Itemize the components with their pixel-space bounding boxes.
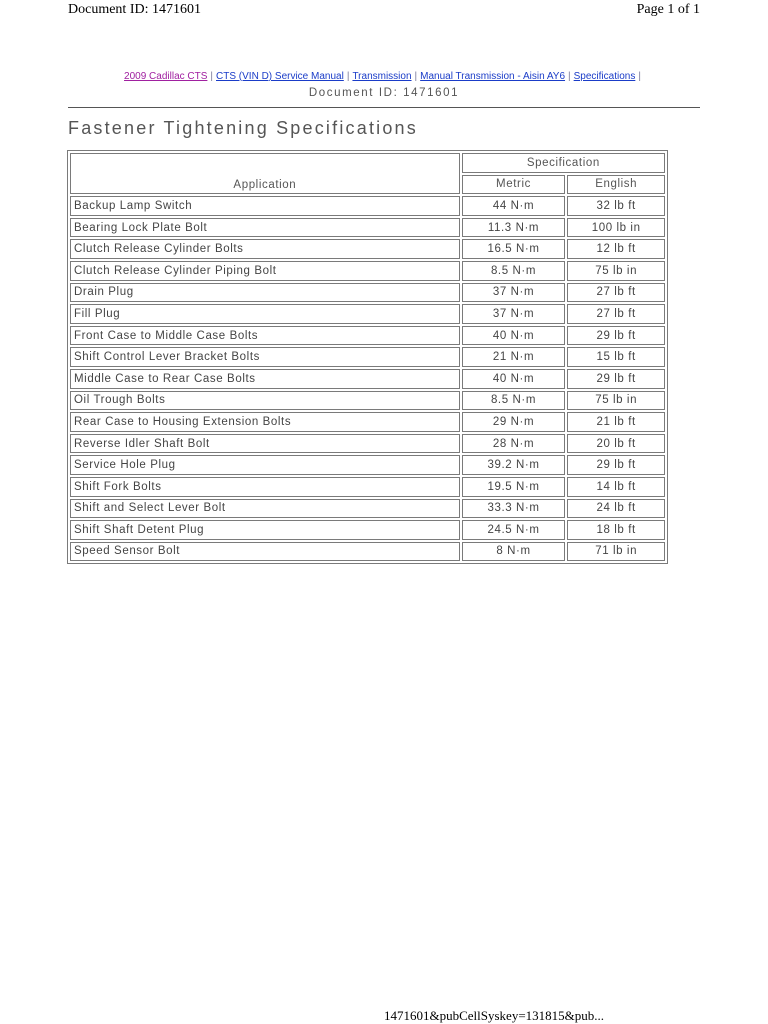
metric-cell: 8 N·m xyxy=(462,542,566,562)
breadcrumb-link[interactable]: Manual Transmission - Aisin AY6 xyxy=(420,71,566,82)
breadcrumb-separator: | xyxy=(414,71,418,82)
spec-table-body xyxy=(70,196,665,561)
table-row xyxy=(70,261,665,281)
metric-cell: 40 N·m xyxy=(462,326,566,346)
table-row xyxy=(70,326,665,346)
column-header-specification: Specification xyxy=(462,153,665,173)
table-row xyxy=(70,369,665,389)
application-cell: Shift Fork Bolts xyxy=(70,477,460,497)
document-id-line: Document ID: 1471601 xyxy=(308,87,460,99)
metric-cell: 33.3 N·m xyxy=(462,499,566,519)
table-row xyxy=(70,304,665,324)
english-cell: 75 lb in xyxy=(567,391,665,411)
application-cell: Rear Case to Housing Extension Bolts xyxy=(70,412,460,432)
metric-cell: 28 N·m xyxy=(462,434,566,454)
metric-cell: 21 N·m xyxy=(462,347,566,367)
metric-cell: 37 N·m xyxy=(462,283,566,303)
english-cell: 75 lb in xyxy=(567,261,665,281)
column-header-metric: Metric xyxy=(462,175,566,195)
english-cell: 100 lb in xyxy=(567,218,665,238)
breadcrumb-link[interactable]: 2009 Cadillac CTS xyxy=(124,71,208,82)
metric-cell: 16.5 N·m xyxy=(462,239,566,259)
column-header-application: Application xyxy=(70,153,460,194)
application-cell: Backup Lamp Switch xyxy=(70,196,460,216)
table-row xyxy=(70,499,665,519)
table-row xyxy=(70,283,665,303)
application-cell: Oil Trough Bolts xyxy=(70,391,460,411)
english-cell: 29 lb ft xyxy=(567,455,665,475)
application-cell: Shift Control Lever Bracket Bolts xyxy=(70,347,460,367)
print-footer-url: 1471601&pubCellSyskey=131815&pub... xyxy=(383,1008,605,1023)
metric-cell: 39.2 N·m xyxy=(462,455,566,475)
english-cell: 21 lb ft xyxy=(567,412,665,432)
fastener-spec-table xyxy=(67,150,668,564)
metric-cell: 37 N·m xyxy=(462,304,566,324)
table-row xyxy=(70,196,665,216)
application-cell: Drain Plug xyxy=(70,283,460,303)
breadcrumb-separator: | xyxy=(210,71,214,82)
english-cell: 29 lb ft xyxy=(567,326,665,346)
metric-cell: 40 N·m xyxy=(462,369,566,389)
table-row xyxy=(70,391,665,411)
breadcrumb xyxy=(0,71,768,82)
english-cell: 18 lb ft xyxy=(567,520,665,540)
metric-cell: 24.5 N·m xyxy=(462,520,566,540)
english-cell: 32 lb ft xyxy=(567,196,665,216)
metric-cell: 19.5 N·m xyxy=(462,477,566,497)
application-cell: Reverse Idler Shaft Bolt xyxy=(70,434,460,454)
column-header-english: English xyxy=(567,175,665,195)
table-row xyxy=(70,412,665,432)
table-row xyxy=(70,218,665,238)
table-row xyxy=(70,542,665,562)
breadcrumb-separator: | xyxy=(346,71,350,82)
metric-cell: 29 N·m xyxy=(462,412,566,432)
print-header xyxy=(0,0,768,22)
application-cell: Speed Sensor Bolt xyxy=(70,542,460,562)
english-cell: 20 lb ft xyxy=(567,434,665,454)
english-cell: 12 lb ft xyxy=(567,239,665,259)
metric-cell: 8.5 N·m xyxy=(462,391,566,411)
application-cell: Middle Case to Rear Case Bolts xyxy=(70,369,460,389)
application-cell: Shift and Select Lever Bolt xyxy=(70,499,460,519)
table-row xyxy=(70,455,665,475)
english-cell: 27 lb ft xyxy=(567,283,665,303)
english-cell: 14 lb ft xyxy=(567,477,665,497)
table-row xyxy=(70,434,665,454)
print-footer xyxy=(0,1008,768,1024)
application-cell: Clutch Release Cylinder Bolts xyxy=(70,239,460,259)
metric-cell: 8.5 N·m xyxy=(462,261,566,281)
table-row xyxy=(70,477,665,497)
application-cell: Clutch Release Cylinder Piping Bolt xyxy=(70,261,460,281)
print-header-document-id: Document ID: 1471601 xyxy=(68,2,201,17)
english-cell: 15 lb ft xyxy=(567,347,665,367)
page-title: Fastener Tightening Specifications xyxy=(68,118,418,138)
metric-cell: 11.3 N·m xyxy=(462,218,566,238)
metric-cell: 44 N·m xyxy=(462,196,566,216)
header-divider xyxy=(68,107,700,108)
table-row xyxy=(70,239,665,259)
english-cell: 27 lb ft xyxy=(567,304,665,324)
table-row xyxy=(70,347,665,367)
table-row xyxy=(70,520,665,540)
english-cell: 24 lb ft xyxy=(567,499,665,519)
breadcrumb-separator: | xyxy=(638,71,641,82)
application-cell: Fill Plug xyxy=(70,304,460,324)
english-cell: 29 lb ft xyxy=(567,369,665,389)
english-cell: 71 lb in xyxy=(567,542,665,562)
application-cell: Bearing Lock Plate Bolt xyxy=(70,218,460,238)
application-cell: Front Case to Middle Case Bolts xyxy=(70,326,460,346)
print-header-page-number: Page 1 of 1 xyxy=(636,2,700,17)
breadcrumb-link[interactable]: Transmission xyxy=(352,71,412,82)
application-cell: Service Hole Plug xyxy=(70,455,460,475)
breadcrumb-link[interactable]: CTS (VIN D) Service Manual xyxy=(216,71,344,82)
breadcrumb-link[interactable]: Specifications xyxy=(573,71,636,82)
application-cell: Shift Shaft Detent Plug xyxy=(70,520,460,540)
breadcrumb-separator: | xyxy=(568,71,571,82)
